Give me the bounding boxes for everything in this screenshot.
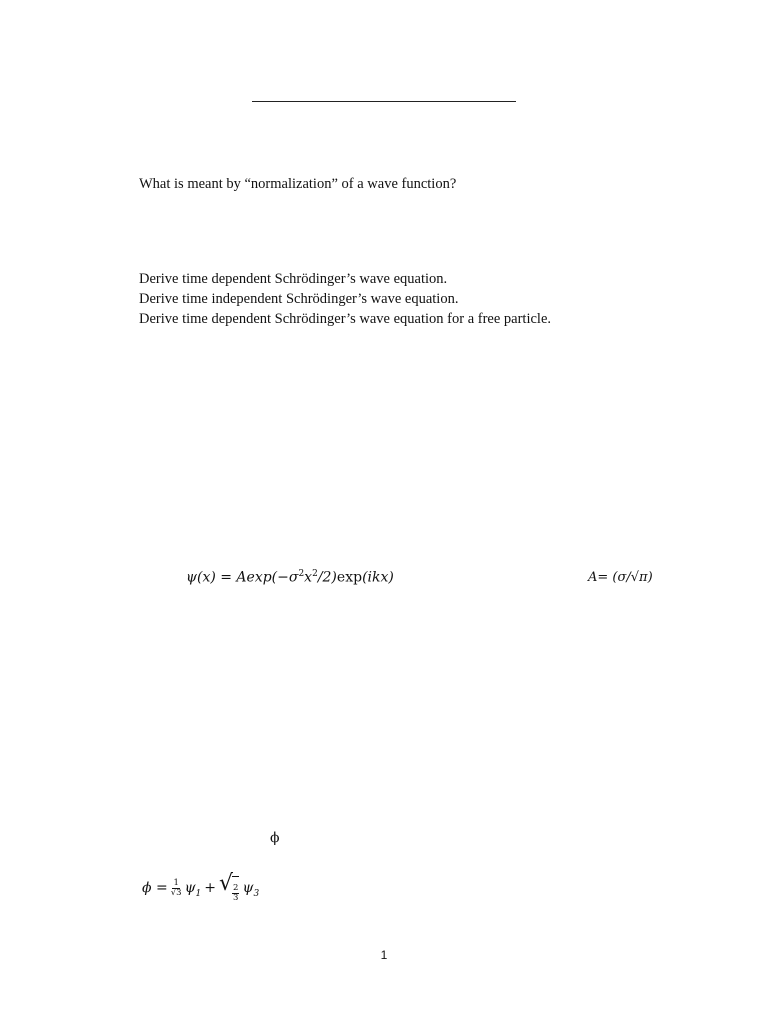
radical-sign: √ — [219, 871, 234, 896]
sqrt-frac-denominator: 3 — [233, 893, 239, 903]
x-exponent: 2 — [312, 569, 318, 579]
title-underline — [252, 101, 516, 102]
psi-one-symbol: ψ — [184, 880, 196, 896]
plus-sign: + — [204, 880, 217, 896]
phi-symbol: ϕ — [270, 830, 280, 846]
sqrt-frac-numerator: 2 — [233, 883, 239, 893]
wavefunction-equation — [186, 569, 394, 586]
psi-one-subscript: 1 — [195, 889, 202, 899]
coefficient-one-over-root-three — [171, 879, 182, 898]
wavefunction-div: /2) — [317, 569, 337, 586]
sigma-exponent: 2 — [298, 569, 305, 579]
sqrt-two-thirds — [219, 873, 239, 903]
fraction-two-thirds — [232, 884, 239, 903]
wavefunction-tail: (ikx) — [362, 569, 394, 586]
question-derive-free-particle: Derive time dependent Schrödinger’s wave equation for a free particle. — [139, 311, 552, 327]
frac-numerator: 1 — [173, 877, 179, 888]
question-derive-time-independent: Derive time independent Schrödinger’s wave equation. — [139, 291, 459, 307]
wavefunction-x: x — [304, 569, 313, 586]
wavefunction-exp: exp — [336, 569, 363, 586]
psi-three-subscript: 3 — [253, 889, 260, 899]
question-derive-time-dependent: Derive time dependent Schrödinger’s wave equation. — [139, 271, 448, 287]
psi-one — [184, 880, 202, 899]
psi-three-symbol: ψ — [242, 880, 254, 896]
question-normalization: What is meant by “normalization” of a wave function? — [139, 176, 457, 192]
normalization-constant: A= (σ/√π) — [588, 570, 653, 585]
frac-denominator: √3 — [170, 887, 182, 898]
superposition-lhs: ϕ = — [142, 880, 168, 896]
page-number: 1 — [380, 948, 388, 962]
superposition-equation — [142, 873, 259, 903]
radicand — [232, 876, 239, 903]
wavefunction-lhs: ψ(x) = Aexp(−σ — [186, 569, 299, 586]
psi-three — [242, 880, 260, 899]
